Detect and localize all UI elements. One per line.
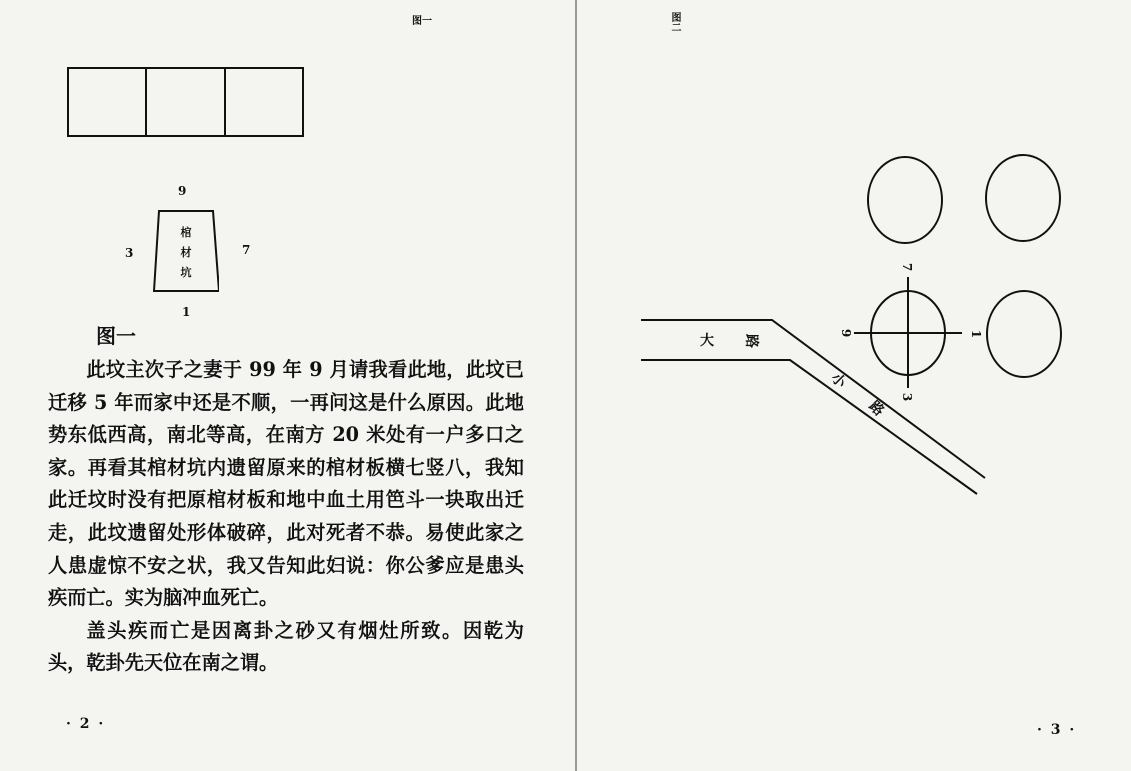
road-label: 路 <box>743 334 759 348</box>
road-label: 路 <box>865 398 887 420</box>
direction-label-left: 3 <box>125 246 134 260</box>
page-number: · 3 · <box>1037 722 1077 738</box>
diagram-direction-top: 7 <box>900 262 915 272</box>
direction-label-bottom: 1 <box>182 305 191 319</box>
diagram-direction-right: 1 <box>969 329 984 339</box>
figure-caption: 图一 <box>96 324 136 348</box>
right-figure-label: 图二 <box>669 12 680 32</box>
road-label: 大 <box>700 333 714 349</box>
coffin-label-char: 棺 <box>180 226 192 239</box>
road-label: 小 <box>827 370 849 392</box>
road-lower-edge <box>641 360 977 494</box>
circle-plot <box>986 155 1060 241</box>
paragraph: 盖头疾而亡是因离卦之砂又有烟灶所致。因乾为头，乾卦先天位在南之谓。 <box>48 618 524 675</box>
diagram-direction-left: 9 <box>839 328 854 338</box>
circle-plot <box>868 157 942 243</box>
paragraph: 此坟主次子之妻于 99 年 9 月请我看此地，此坟已迁移 5 年而家中还是不顺，一再问这是什么原因。此地势东低西高，南北等高，在南方 20 米处有一户多口之家。再看其棺材坑内遗留原来的棺材板横七竖八，我知此迁坟时没有把原棺材板和地中血土用笆斗一块取出迁走，此坟遗留处形体破碎，此对死者不恭。易使此家之人患虚惊不安之状，我又告知此妇说：你公爹应是患头疾而亡。实为脑冲血死亡。 <box>48 358 524 610</box>
direction-label-right: 7 <box>242 243 251 257</box>
coffin-label-char: 材 <box>180 246 192 259</box>
page-number: · 2 · <box>66 716 106 732</box>
top-figure-label: 图一 <box>412 16 432 27</box>
circle-plot <box>987 291 1061 377</box>
coffin-label-char: 坑 <box>180 266 192 279</box>
diagram-direction-bottom: 3 <box>900 392 915 402</box>
direction-label-top: 9 <box>178 184 187 198</box>
road-upper-edge <box>641 320 985 478</box>
